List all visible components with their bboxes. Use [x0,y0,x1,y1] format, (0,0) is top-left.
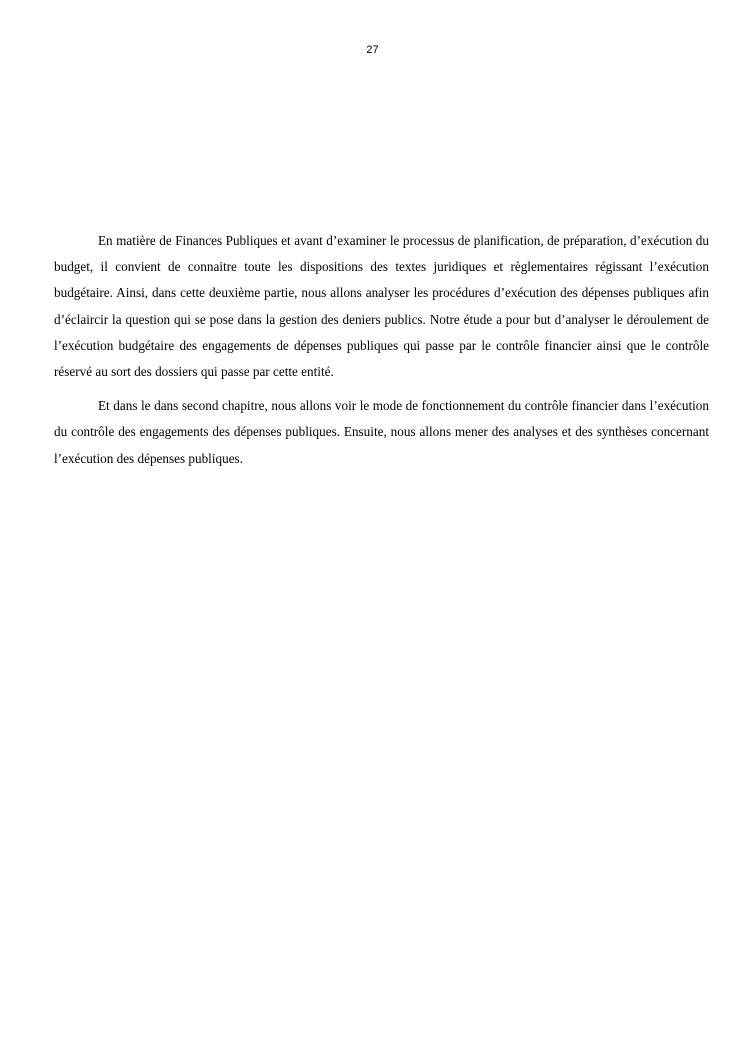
paragraph-chapter-overview: Et dans le dans second chapitre, nous allons voir le mode de fonctionnement du contrôle financier dans l’exécution du contrôle des engagements des dépenses publiques. Ensuite, nous allons mener des analyses et des synthèses concernant l’exécution des dépenses publiques. [54,398,709,466]
page-number: 27 [366,44,379,56]
body-text [54,228,709,480]
paragraph-intro: En matière de Finances Publiques et avant d’examiner le processus de planification, de préparation, d’exécution du budget, il convient de connaitre toute les dispositions des textes juridiques et règlementaires régissant l’exécution budgétaire. Ainsi, dans cette deuxième partie, nous allons analyser les procédures d’exécution des dépenses publiques afin d’éclaircir la question qui se pose dans la gestion des deniers publics. Notre étude a pour but d’analyser le déroulement de l’exécution budgétaire des engagements de dépenses publiques qui passe par le contrôle financier ainsi que le contrôle réservé au sort des dossiers qui passe par cette entité. [54,233,709,380]
